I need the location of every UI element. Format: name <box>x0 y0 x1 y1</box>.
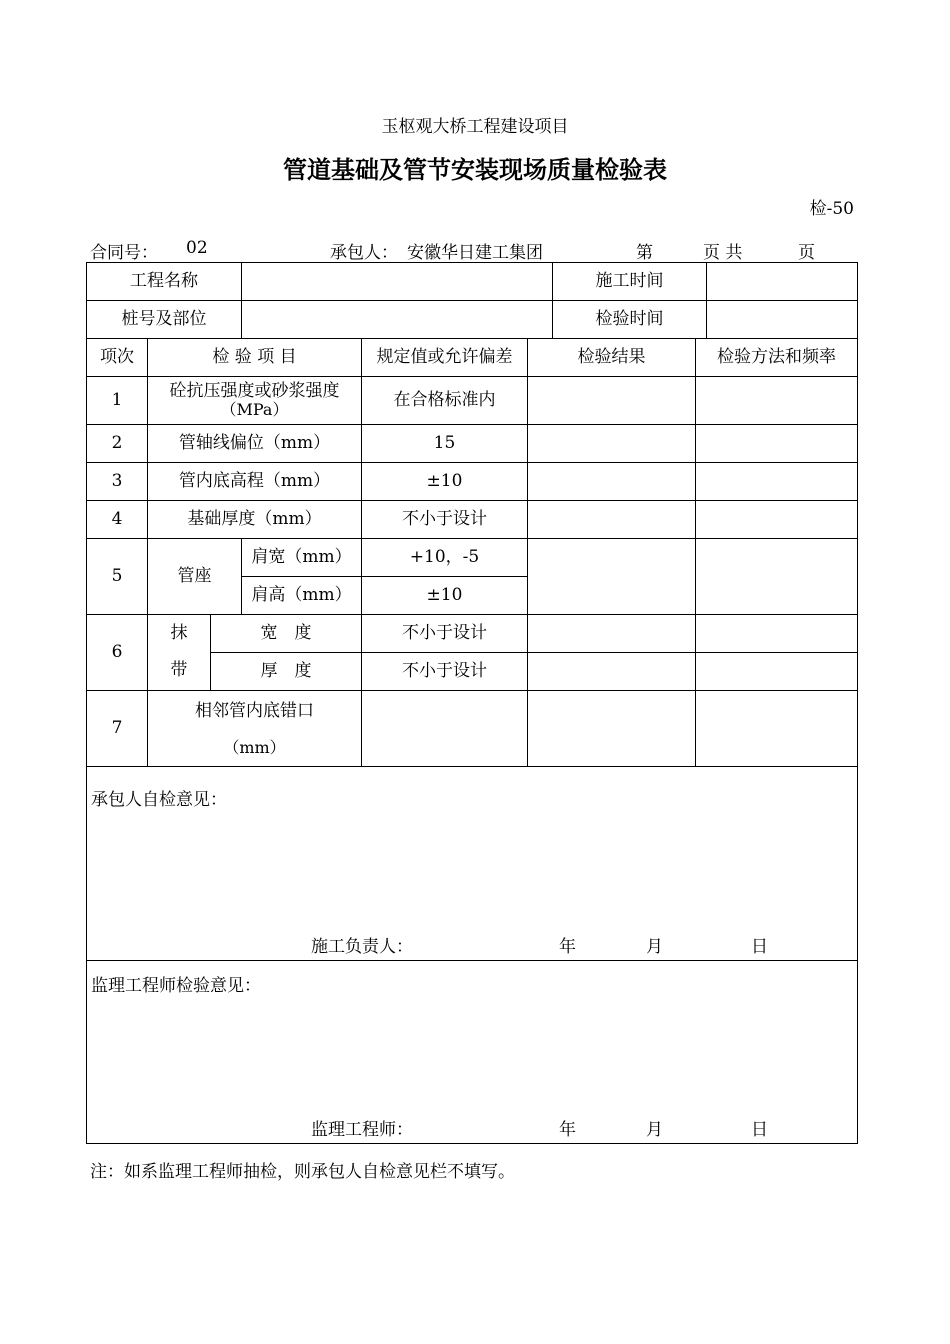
row6-group2: 带 <box>148 653 211 691</box>
inspection-table <box>86 262 858 339</box>
col-item: 检 验 项 目 <box>148 339 362 377</box>
project-name-value[interactable] <box>242 263 553 301</box>
supervisor-sign-label: 监理工程师： <box>311 1120 413 1140</box>
contractor-sign-row <box>87 938 857 960</box>
row1-item-line2: （MPa） <box>220 400 289 420</box>
row4-method[interactable] <box>696 501 858 539</box>
inspection-time-label: 检验时间 <box>553 301 707 339</box>
row4-item: 基础厚度（mm） <box>148 501 362 539</box>
contractor-opinion-label: 承包人自检意见： <box>91 790 227 810</box>
supervisor-month: 月 <box>646 1120 663 1140</box>
row1-item-line1: 砼抗压强度或砂浆强度 <box>169 380 340 401</box>
contractor-sign-label: 施工负责人： <box>311 937 413 957</box>
form-title: 管道基础及管节安装现场质量检验表 <box>283 156 667 184</box>
row2-method[interactable] <box>696 425 858 463</box>
row5-spec1: +10，-5 <box>362 539 528 577</box>
supervisor-sign-row <box>87 1121 857 1143</box>
row3-seq: 3 <box>87 463 148 501</box>
row5-group: 管座 <box>148 539 242 615</box>
row3-spec: ±10 <box>362 463 528 501</box>
contractor-year: 年 <box>559 937 576 957</box>
row6-spec1: 不小于设计 <box>362 615 528 653</box>
row2-result[interactable] <box>528 425 696 463</box>
station-value[interactable] <box>242 301 553 339</box>
project-name: 玉枢观大桥工程建设项目 <box>381 117 569 137</box>
col-spec: 规定值或允许偏差 <box>362 339 528 377</box>
row7-result[interactable] <box>528 691 696 767</box>
supervisor-year: 年 <box>559 1120 576 1140</box>
row5-spec2: ±10 <box>362 577 528 615</box>
supervisor-opinion-label: 监理工程师检验意见： <box>91 976 261 996</box>
row2-spec: 15 <box>362 425 528 463</box>
check-items-table <box>86 338 858 1144</box>
row6-seq: 6 <box>87 615 148 691</box>
page-di: 第 <box>636 243 653 263</box>
row1-item <box>148 377 362 425</box>
contractor-month: 月 <box>646 937 663 957</box>
row7-item-line2: （mm） <box>223 737 286 757</box>
row4-result[interactable] <box>528 501 696 539</box>
row2-item: 管轴线偏位（mm） <box>148 425 362 463</box>
row7-seq: 7 <box>87 691 148 767</box>
row1-result[interactable] <box>528 377 696 425</box>
row1-seq: 1 <box>87 377 148 425</box>
row4-spec: 不小于设计 <box>362 501 528 539</box>
row6-spec2: 不小于设计 <box>362 653 528 691</box>
page-ye-gong: 页 共 <box>703 243 743 263</box>
col-seq: 项次 <box>87 339 148 377</box>
form-number: 检-50 <box>809 199 854 219</box>
contract-label: 合同号： <box>90 243 158 263</box>
row1-spec: 在合格标准内 <box>362 377 528 425</box>
row1-method[interactable] <box>696 377 858 425</box>
contractor-day: 日 <box>751 937 768 957</box>
row5-method[interactable] <box>696 539 858 615</box>
row6-group1: 抹 <box>148 615 211 653</box>
contractor-value: 安徽华日建工集团 <box>407 243 543 263</box>
row5-sub1: 肩宽（mm） <box>242 539 362 577</box>
col-method: 检验方法和频率 <box>696 339 858 377</box>
row6-method1[interactable] <box>696 615 858 653</box>
row6-method2[interactable] <box>696 653 858 691</box>
contract-value: 02 <box>186 238 208 258</box>
row2-seq: 2 <box>87 425 148 463</box>
inspection-time-value[interactable] <box>707 301 858 339</box>
contractor-label: 承包人： <box>330 243 398 263</box>
row6-sub2: 厚 度 <box>211 653 362 691</box>
row7-item <box>148 691 362 767</box>
col-result: 检验结果 <box>528 339 696 377</box>
row4-seq: 4 <box>87 501 148 539</box>
row5-sub2: 肩高（mm） <box>242 577 362 615</box>
project-name-label: 工程名称 <box>87 263 242 301</box>
row6-sub1: 宽 度 <box>211 615 362 653</box>
contractor-opinion-box[interactable] <box>87 767 858 961</box>
row3-item: 管内底高程（mm） <box>148 463 362 501</box>
row6-result2[interactable] <box>528 653 696 691</box>
row6-result1[interactable] <box>528 615 696 653</box>
supervisor-opinion-box[interactable] <box>87 961 858 1144</box>
row3-method[interactable] <box>696 463 858 501</box>
construction-time-value[interactable] <box>707 263 858 301</box>
page-ye: 页 <box>798 243 815 263</box>
station-label: 桩号及部位 <box>87 301 242 339</box>
footnote: 注：如系监理工程师抽检，则承包人自检意见栏不填写。 <box>90 1162 515 1182</box>
construction-time-label: 施工时间 <box>553 263 707 301</box>
row3-result[interactable] <box>528 463 696 501</box>
row7-method[interactable] <box>696 691 858 767</box>
supervisor-day: 日 <box>751 1120 768 1140</box>
row5-seq: 5 <box>87 539 148 615</box>
row5-result[interactable] <box>528 539 696 615</box>
row7-spec[interactable] <box>362 691 528 767</box>
row7-item-line1: 相邻管内底错口 <box>195 700 314 721</box>
